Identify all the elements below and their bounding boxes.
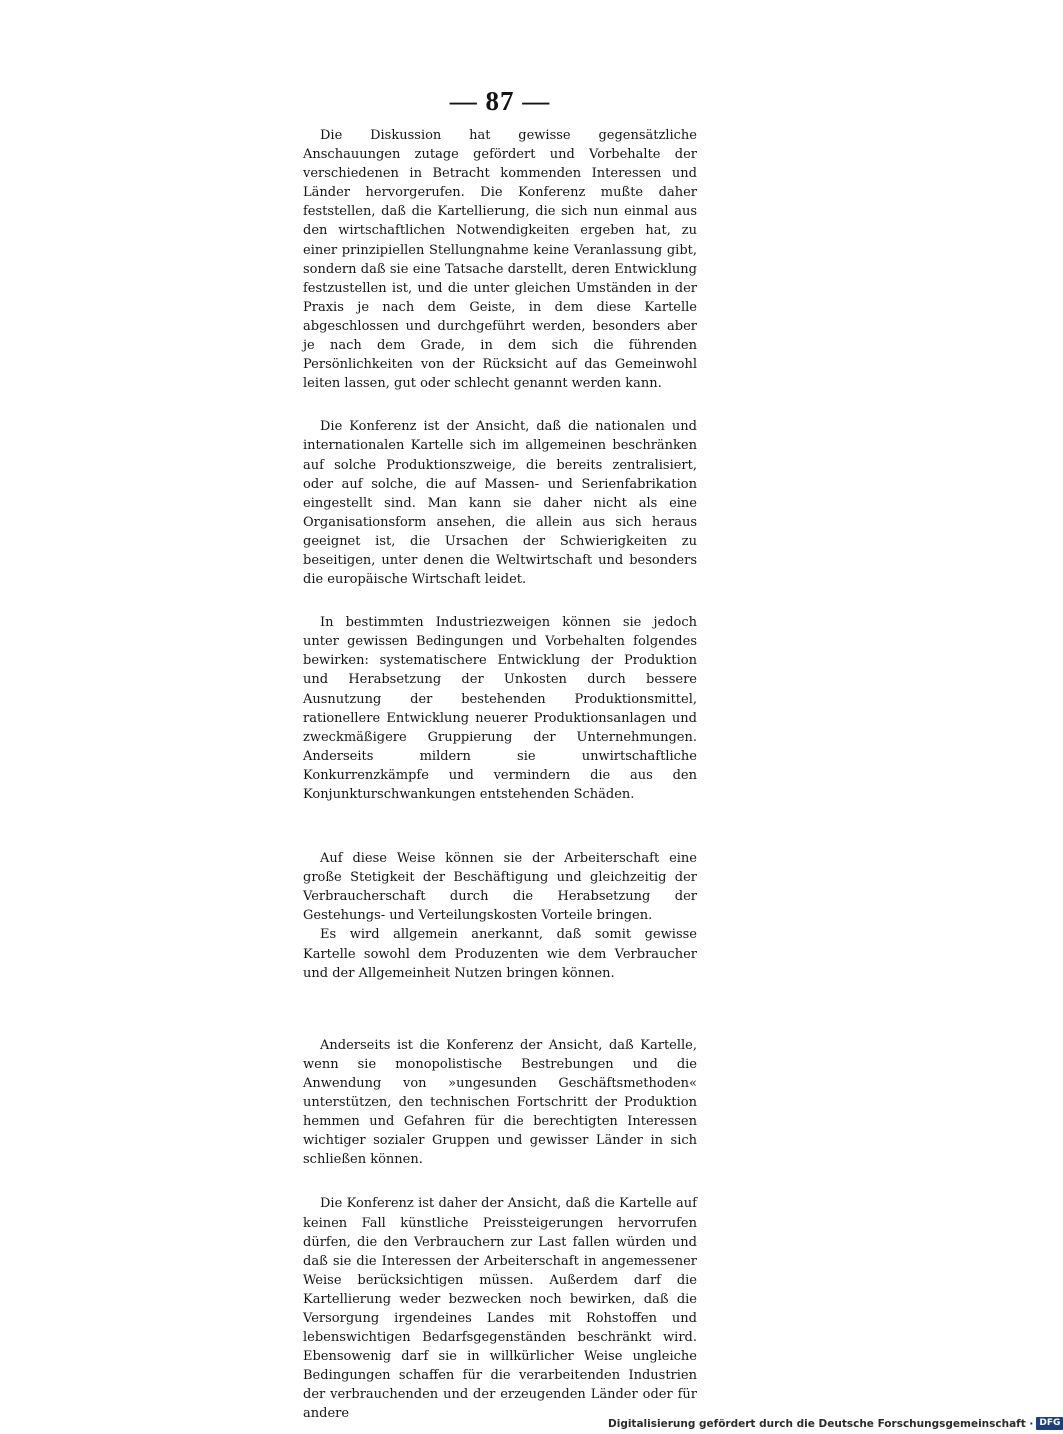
paragraph-general-utility: Es wird allgemein anerkannt, daß somit gewisse Kartelle sowohl dem Produzenten wie dem Verbraucher und der Allgemeinheit Nutzen bringen können. bbox=[303, 927, 697, 981]
digitization-credit bbox=[608, 1417, 1063, 1430]
page-number: — 87 — bbox=[449, 86, 551, 116]
paragraph-cartel-benefits: In bestimmten Industriezweigen können sie jedoch unter gewissen Bedingungen und Vorbehalten folgendes bewirken: systematischere Entwicklung der Produktion und Herabsetzung der Unkosten durch bessere Ausnutzung der bestehenden Produktionsmittel, rationellere Entwicklung neuerer Produktionsanlagen und zweckmäßigere Gruppierung der Unternehmungen. Anderseits mildern sie unwirtschaftliche Konkurrenzkämpfe und vermindern die aus den Konjunkturschwankungen entstehenden Schäden. bbox=[303, 615, 697, 802]
paragraph-cartel-dangers: Anderseits ist die Konferenz der Ansicht, daß Kartelle, wenn sie monopolistische Bestrebungen und die Anwendung von »ungesunden Geschäftsmethoden« unterstützen, den technischen Fortschritt der Produktion hemmen und Gefahren für die berechtigten Interessen wichtiger sozialer Gruppen und gewisser Länder in sich schließen können. bbox=[303, 1037, 697, 1168]
dfg-logo: DFG bbox=[1036, 1417, 1063, 1430]
text-column bbox=[303, 126, 697, 1424]
paragraph-workers-benefit: Auf diese Weise können sie der Arbeiterschaft eine große Stetigkeit der Beschäftigung und gleichzeitig der Verbraucherschaft durch die Herabsetzung der Gestehungs- und Verteilungskosten Vorteile bringen. bbox=[303, 851, 697, 924]
credit-text: Digitalisierung gefördert durch die Deutsche Forschungsgemeinschaft · bbox=[608, 1417, 1034, 1430]
paragraph-cartel-scope: Die Konferenz ist der Ansicht, daß die nationalen und internationalen Kartelle sich im allgemeinen beschränken auf solche Produktionszweige, die bereits zentralisiert, oder auf solche, die auf Massen- und Serienfabrikation eingestellt sind. Man kann sie daher nicht als eine Organisationsform ansehen, die allein aus sich heraus geeignet ist, die Ursachen der Schwierigkeiten zu beseitigen, unter denen die Weltwirtschaft und besonders die europäische Wirtschaft leidet. bbox=[303, 419, 697, 588]
paragraph-conference-requirements: Die Konferenz ist daher der Ansicht, daß die Kartelle auf keinen Fall künstliche Preissteigerungen hervorrufen dürfen, die den Verbrauchern zur Last fallen würden und daß sie die Interessen der Arbeiterschaft in angemessener Weise berücksichtigen müssen. Außerdem darf die Kartellierung weder bezwecken noch bewirken, daß die Versorgung irgendeines Landes mit Rohstoffen und lebenswichtigen Bedarfsgegenständen beschränkt wird. Ebensowenig darf sie in willkürlicher Weise ungleiche Bedingungen schaffen für die verarbeitenden Industrien der verbrauchenden und der erzeugenden Länder oder für andere bbox=[303, 1196, 697, 1422]
paragraph-discussion: Die Diskussion hat gewisse gegensätzliche Anschauungen zutage gefördert und Vorbehalte der verschiedenen in Betracht kommenden Interessen und Länder hervorgerufen. Die Konferenz mußte daher feststellen, daß die Kartellierung, die sich nun einmal aus den wirtschaftlichen Notwendigkeiten ergeben hat, zu einer prinzipiellen Stellungnahme keine Veranlassung gibt, sondern daß sie eine Tatsache darstellt, deren Entwicklung festzustellen ist, und die unter gleichen Umständen in der Praxis je nach dem Geiste, in dem diese Kartelle abgeschlossen und durchgeführt werden, besonders aber je nach dem Grade, in dem sich die führenden Persönlichkeiten von der Rücksicht auf das Gemeinwohl leiten lassen, gut oder schlecht genannt werden kann. bbox=[303, 128, 697, 392]
